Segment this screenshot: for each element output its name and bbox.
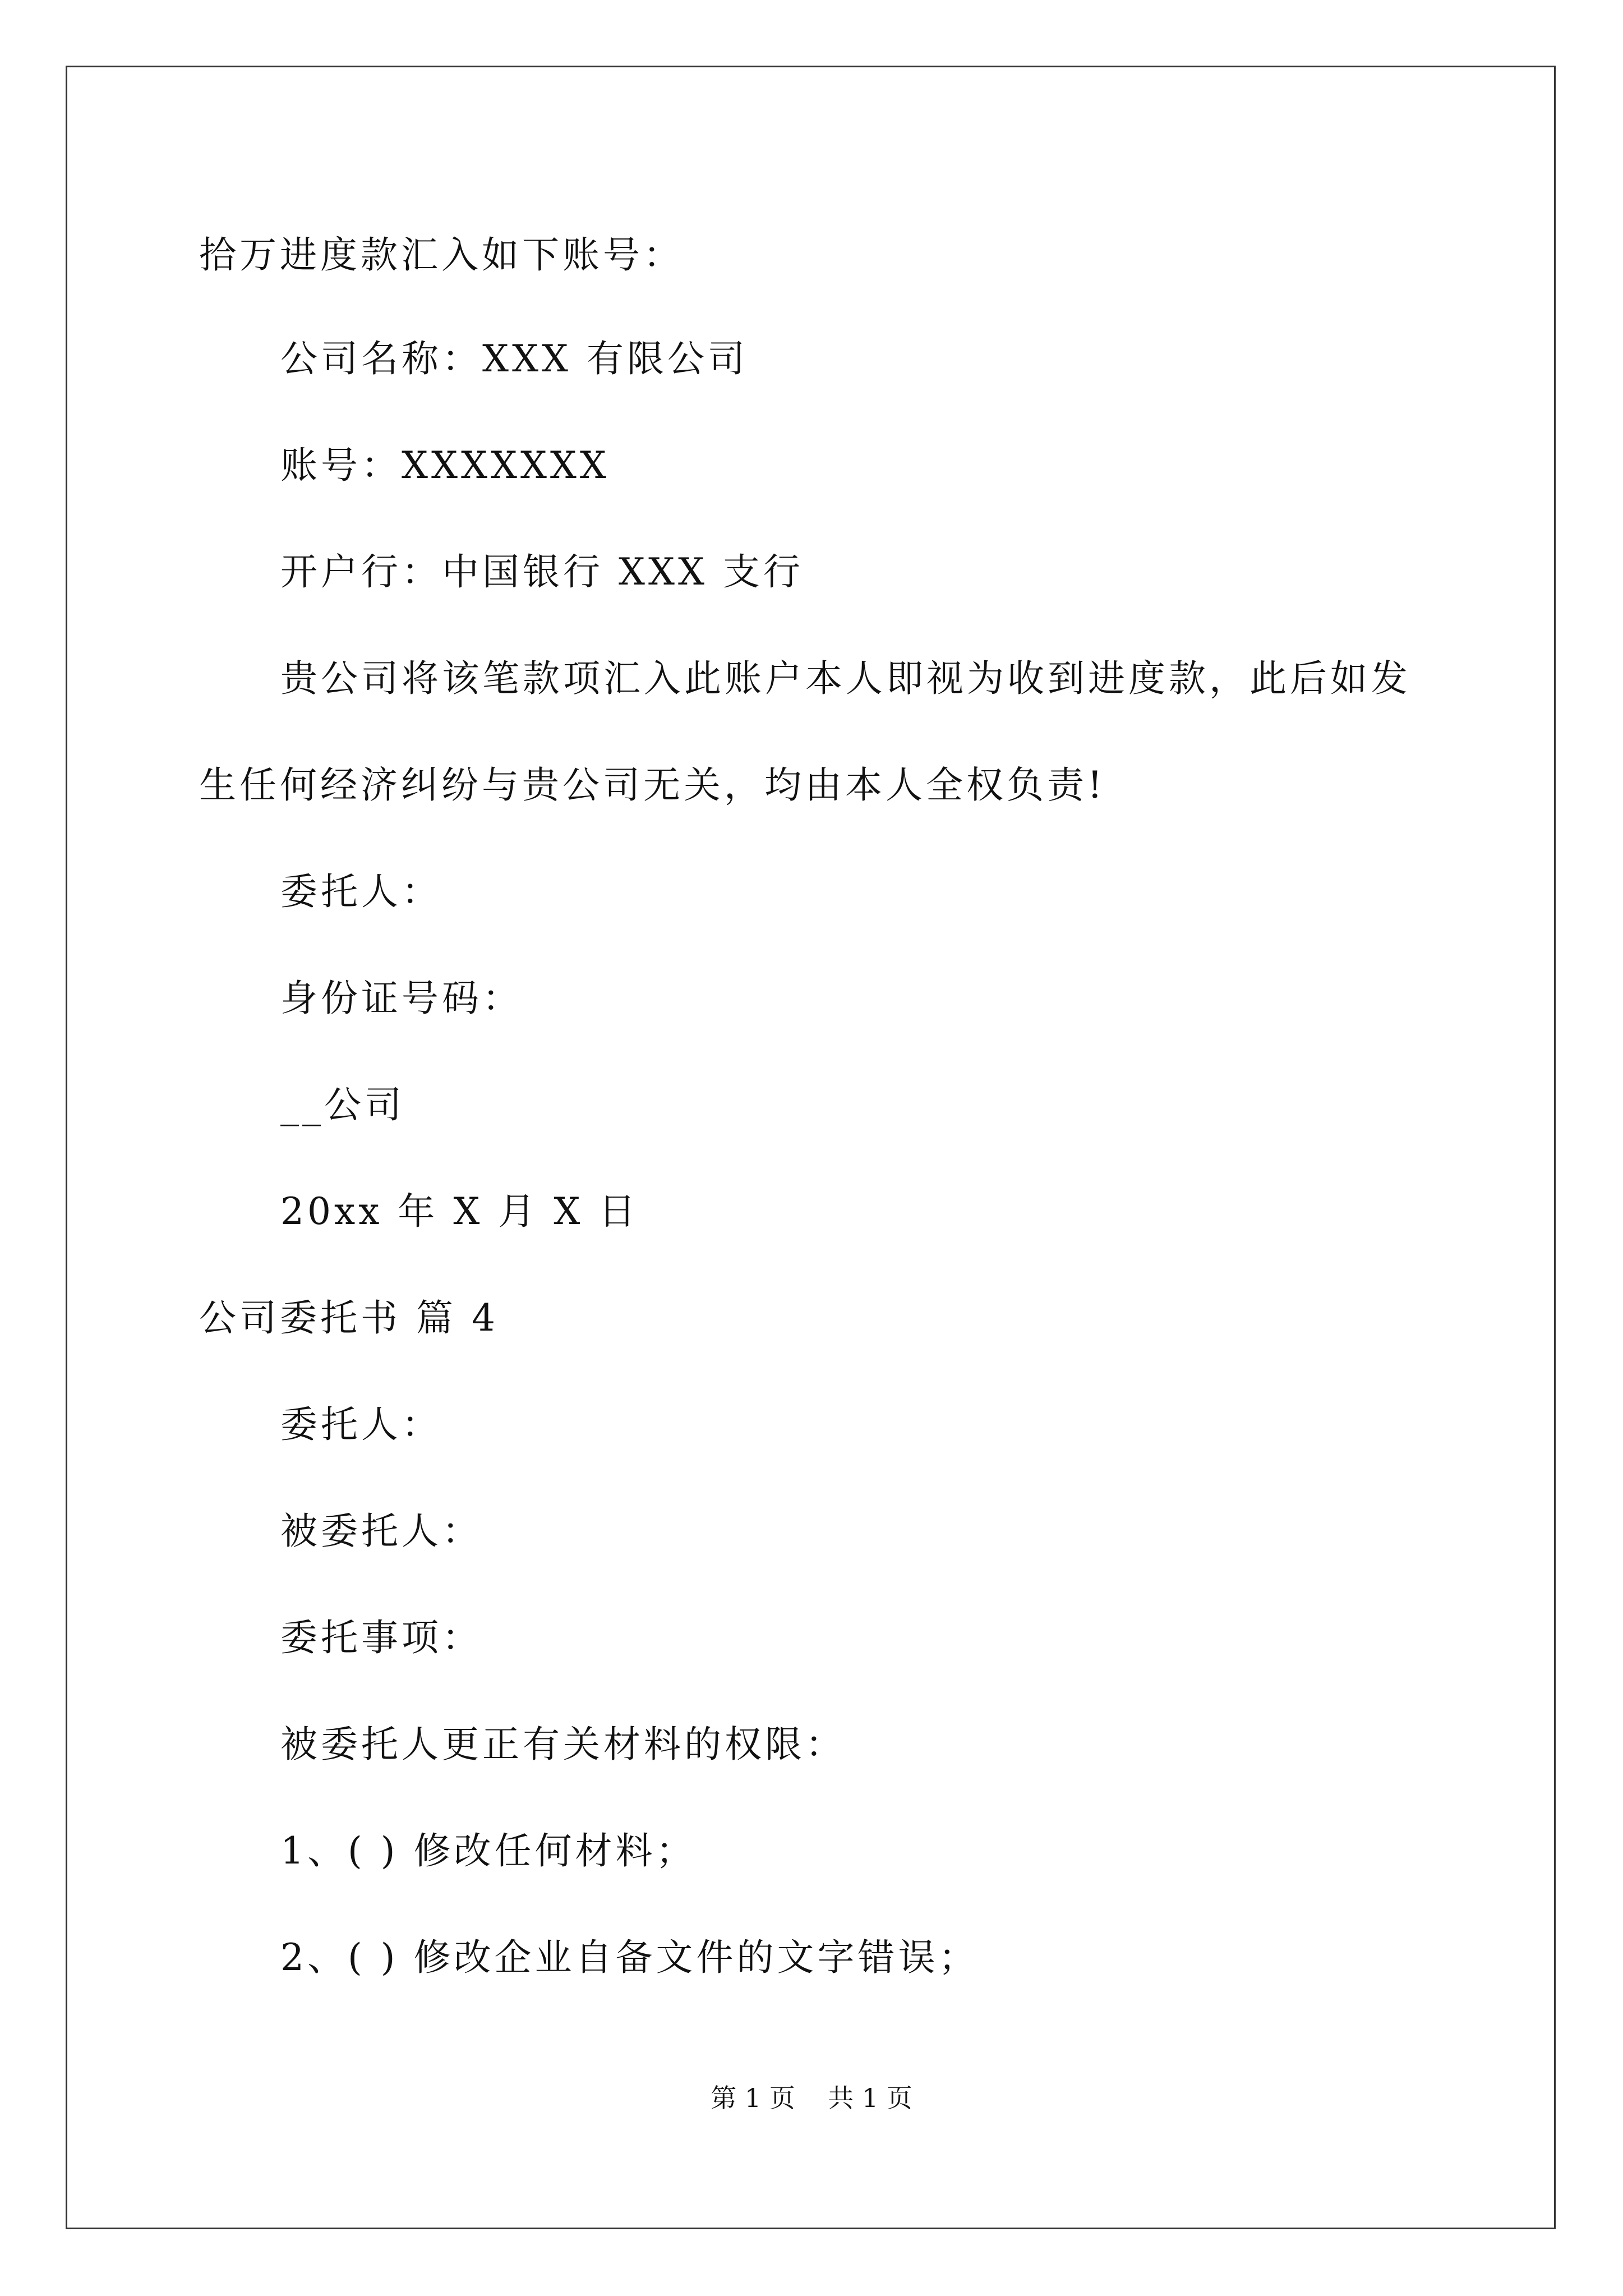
text-line-authority: 被委托人更正有关材料的权限： [280,1723,846,1766]
text-line-company-name: 公司名称：XXX 有限公司 [280,337,748,380]
text-line-statement-part2: 生任何经济纠纷与贵公司无关，均由本人全权负责! [199,763,1106,807]
text-line-statement-part1: 贵公司将该笔款项汇入此账户本人即视为收到进度款，此后如发 [280,657,1411,700]
text-line-account-number: 账号：XXXXXXX [280,444,610,487]
text-line-principal: 委托人： [280,870,442,913]
list-item-modify-materials: 1、( ) 修改任何材料； [280,1829,697,1872]
page-footer: 第 1 页 共 1 页 [711,2083,912,2113]
text-line-company-blank: __公司 [280,1083,405,1126]
page-border [66,66,1556,2229]
text-line-bank: 开户行：中国银行 XXX 支行 [280,550,804,593]
text-line-date: 20xx 年 X 月 X 日 [280,1190,639,1233]
text-line-matters: 委托事项： [280,1616,482,1659]
text-line-id-number: 身份证号码： [280,977,523,1020]
text-line-principal-2: 委托人： [280,1403,442,1446]
list-item-fix-typos: 2、( ) 修改企业自备文件的文字错误； [280,1936,979,1979]
text-line-agent: 被委托人： [280,1510,482,1553]
section-heading: 公司委托书 篇 4 [199,1296,499,1340]
text-line-transfer-intro: 拾万进度款汇入如下账号： [199,233,684,277]
